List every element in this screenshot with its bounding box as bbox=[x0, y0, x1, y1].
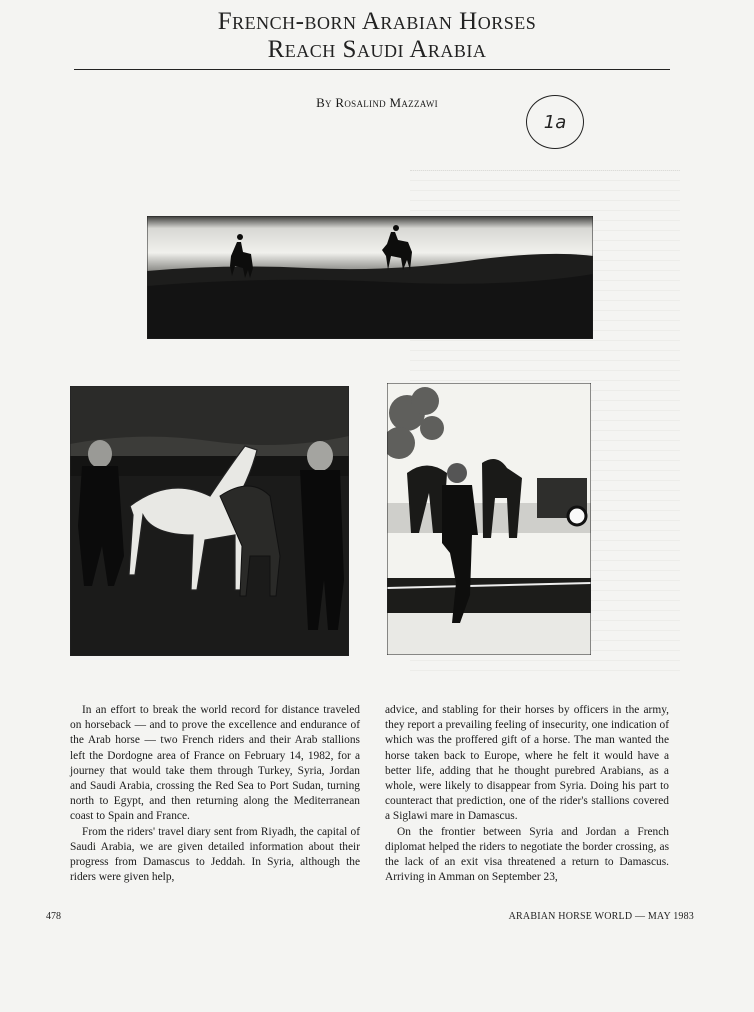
body-paragraph: From the riders' travel diary sent from Riyadh, the capital of Saudi Arabia, we are given detailed information about their progress from Damascus to Jeddah. In Syria, although the riders were given help, bbox=[70, 825, 360, 884]
byline: By Rosalind Mazzawi bbox=[316, 95, 438, 110]
body-paragraph: On the frontier between Syria and Jordan a French diplomat helped the riders to negotiate the border crossing, as the lack of an exit visa threatened a return to Damascus. Arriving in Amman on September 23, bbox=[385, 825, 669, 884]
photo-men-with-grey-and-dark-horses bbox=[70, 386, 349, 656]
rider-leading-horse-image bbox=[387, 383, 591, 655]
desert-riders-image bbox=[147, 216, 593, 339]
body-paragraph: advice, and stabling for their horses by officers in the army, they report a prevailing feeling of insecurity, one indication of which was the proffered gift of a horse. The man wanted the horse taken back to Europe, where he felt it would have a better life, adding that he thought purebred Arabians, as a whole, were likely to disappear from Syria. Doing his part to counteract that prediction, one of the rider's stallions covered a Siglawi mare in Damascus. bbox=[385, 704, 669, 823]
body-paragraph: In an effort to break the world record for distance traveled on horseback — and to prove the excellence and endurance of the Arab horse — two French riders and their Arab stallions left the Dordogne area of France on February 14, 1982, for a journey that would take them through Turkey, Syria, Jordan and Saudi Arabia, crossing the Red Sea to Port Sudan, turning north to Egypt, and then returning along the Mediterranean coast to Spain and France. bbox=[70, 704, 360, 823]
page-number: 478 bbox=[46, 911, 61, 922]
photo-riders-on-horseback-in-desert bbox=[147, 216, 593, 339]
article-title bbox=[0, 8, 754, 64]
photo-rider-leading-horse-at-roadside bbox=[387, 383, 591, 655]
article-column-left bbox=[70, 703, 360, 885]
article-column-right bbox=[385, 703, 669, 885]
men-with-horses-image bbox=[70, 386, 349, 656]
title-line-2: Reach Saudi Arabia bbox=[267, 36, 487, 63]
handwritten-page-note: 1a bbox=[526, 95, 584, 149]
publication-footer: ARABIAN HORSE WORLD — MAY 1983 bbox=[508, 911, 694, 922]
title-line-1: French-born Arabian Horses bbox=[217, 8, 537, 35]
title-divider bbox=[74, 69, 670, 70]
